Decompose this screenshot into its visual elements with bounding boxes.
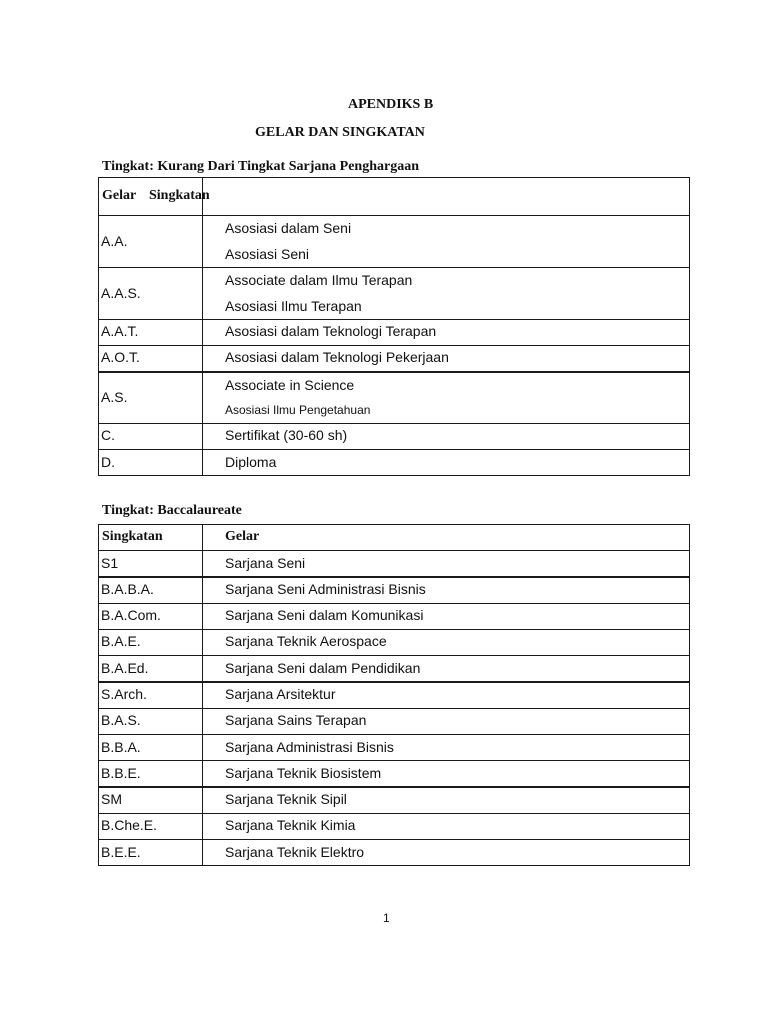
abbr-cell: D. — [101, 454, 115, 470]
table-header-row — [99, 178, 689, 215]
column-divider — [202, 578, 203, 603]
desc-cell: Sarjana Teknik Elektro — [225, 844, 365, 860]
abbr-cell: B.E.E. — [101, 844, 141, 860]
desc-cell: Sarjana Seni — [225, 555, 306, 571]
abbr-cell: S.Arch. — [101, 686, 147, 702]
table-row — [99, 655, 689, 681]
document-subtitle: GELAR DAN SINGKATAN — [255, 125, 425, 140]
abbr-cell: B.B.E. — [101, 765, 141, 781]
table-row — [99, 449, 689, 475]
desc-cell: Asosiasi Ilmu Terapan — [225, 298, 362, 314]
table-row — [99, 550, 689, 576]
desc-cell: Asosiasi dalam Teknologi Terapan — [225, 323, 437, 339]
table-row — [99, 786, 689, 813]
column-divider — [202, 656, 203, 681]
abbr-cell: A.A.S. — [101, 285, 141, 301]
column-divider — [202, 320, 203, 345]
column-divider — [202, 709, 203, 734]
abbr-cell: B.A.Ed. — [101, 660, 149, 676]
table-row — [99, 813, 689, 839]
table-header-row — [99, 525, 689, 550]
table-row — [99, 629, 689, 655]
table-row — [99, 423, 689, 449]
header-gelar: Gelar — [102, 188, 137, 203]
desc-cell: Associate dalam Ilmu Terapan — [225, 272, 413, 288]
table-row — [99, 603, 689, 629]
desc-cell: Sarjana Teknik Biosistem — [225, 765, 382, 781]
abbr-cell: S1 — [101, 555, 119, 571]
table-row — [99, 734, 689, 760]
header-singkatan: Singkatan — [102, 529, 163, 544]
page-number: 1 — [383, 911, 390, 925]
table-row — [99, 681, 689, 708]
column-divider — [202, 683, 203, 708]
desc-cell: Diploma — [225, 454, 277, 470]
abbr-cell: B.B.A. — [101, 739, 141, 755]
table-row — [99, 345, 689, 371]
desc-cell: Associate in Science — [225, 377, 355, 393]
column-divider — [202, 450, 203, 475]
desc-cell: Asosiasi Seni — [225, 246, 310, 262]
desc-cell: Sarjana Teknik Aerospace — [225, 633, 387, 649]
table-row — [99, 371, 689, 423]
abbr-cell: SM — [101, 791, 122, 807]
desc-cell: Sarjana Seni dalam Pendidikan — [225, 660, 421, 676]
column-divider — [202, 424, 203, 449]
desc-cell: Sarjana Sains Terapan — [225, 712, 367, 728]
abbr-cell: A.A.T. — [101, 323, 139, 339]
abbr-cell: A.O.T. — [101, 349, 140, 365]
desc-cell: Sertifikat (30-60 sh) — [225, 427, 348, 443]
desc-cell: Asosiasi dalam Seni — [225, 220, 352, 236]
table-row — [99, 319, 689, 345]
table-row — [99, 267, 689, 319]
header-gelar: Gelar — [225, 529, 260, 544]
document-title: APENDIKS B — [348, 97, 434, 112]
abbr-cell: B.A.S. — [101, 712, 141, 728]
desc-cell: Sarjana Arsitektur — [225, 686, 336, 702]
desc-cell: Asosiasi Ilmu Pengetahuan — [225, 403, 371, 417]
column-divider — [202, 840, 203, 865]
column-divider — [202, 216, 203, 267]
abbr-cell: B.Che.E. — [101, 817, 158, 833]
column-divider — [202, 735, 203, 760]
desc-cell: Asosiasi dalam Teknologi Pekerjaan — [225, 349, 449, 365]
baccalaureate-table — [98, 524, 690, 866]
table-row — [99, 708, 689, 734]
abbr-cell: B.A.Com. — [101, 607, 161, 623]
column-divider — [202, 788, 203, 813]
desc-cell: Sarjana Teknik Kimia — [225, 817, 356, 833]
column-divider — [202, 814, 203, 839]
desc-cell: Sarjana Seni Administrasi Bisnis — [225, 581, 426, 597]
table-row — [99, 215, 689, 267]
abbr-cell: B.A.B.A. — [101, 581, 154, 597]
column-divider — [202, 761, 203, 786]
abbr-cell: A.S. — [101, 389, 128, 405]
section-label-sub-baccalaureate: Tingkat: Kurang Dari Tingkat Sarjana Penghargaan — [102, 159, 420, 174]
column-divider — [202, 604, 203, 629]
header-singkatan: Singkatan — [149, 188, 210, 203]
table-row — [99, 576, 689, 603]
sub-baccalaureate-table — [98, 177, 690, 476]
table-row — [99, 839, 689, 865]
column-divider — [202, 346, 203, 371]
column-divider — [202, 525, 203, 550]
desc-cell: Sarjana Administrasi Bisnis — [225, 739, 394, 755]
table-row — [99, 760, 689, 786]
desc-cell: Sarjana Seni dalam Komunikasi — [225, 607, 424, 623]
column-divider — [202, 373, 203, 423]
abbr-cell: C. — [101, 427, 115, 443]
column-divider — [202, 268, 203, 319]
desc-cell: Sarjana Teknik Sipil — [225, 791, 347, 807]
column-divider — [202, 630, 203, 655]
section-label-baccalaureate: Tingkat: Baccalaureate — [102, 503, 242, 518]
abbr-cell: A.A. — [101, 233, 128, 249]
abbr-cell: B.A.E. — [101, 633, 141, 649]
column-divider — [202, 551, 203, 576]
